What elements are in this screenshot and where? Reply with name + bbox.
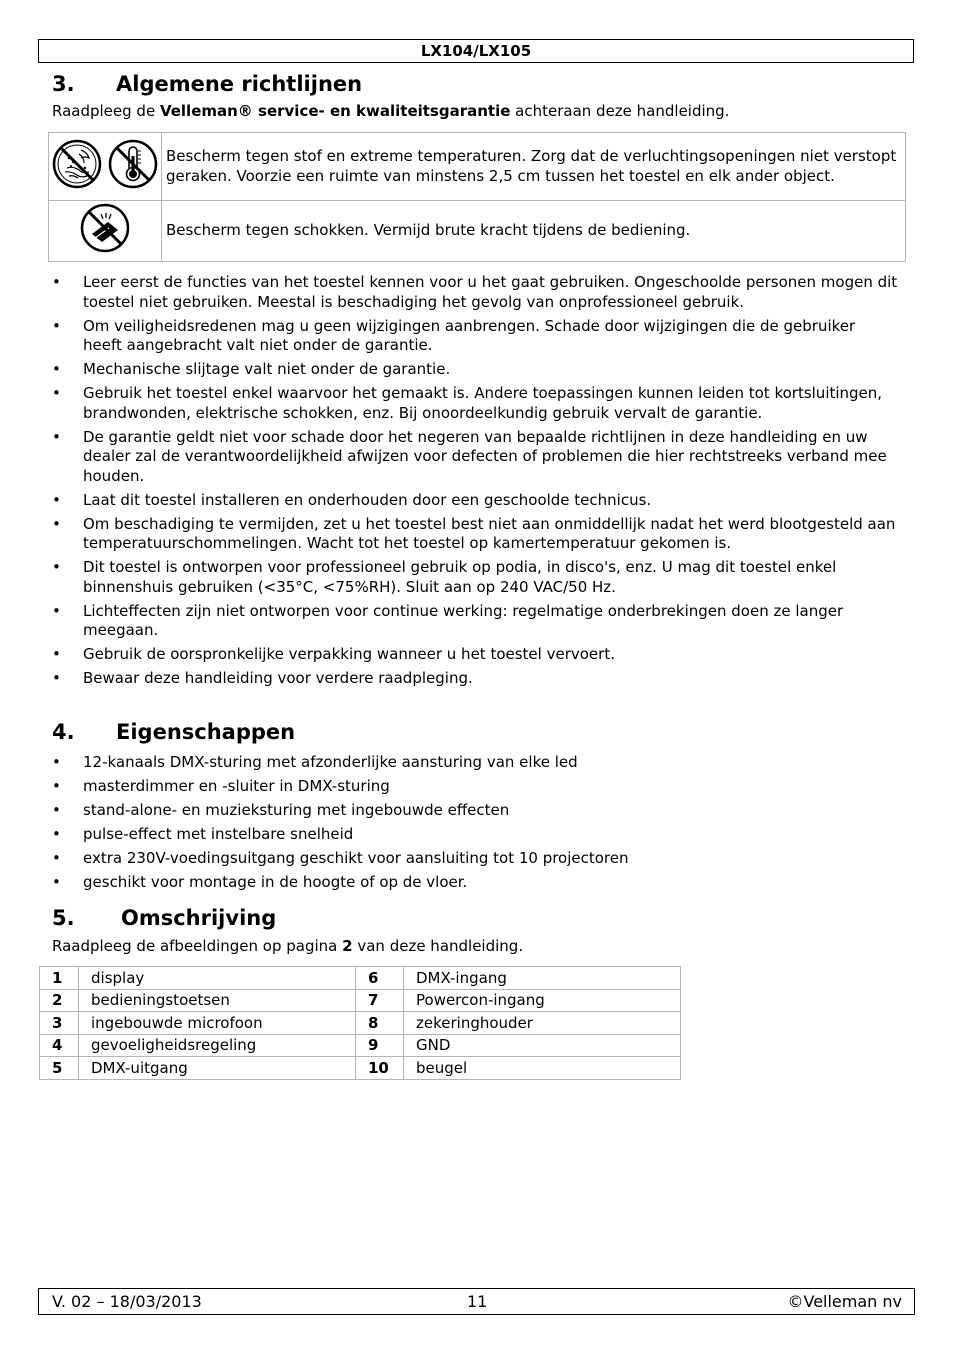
part-label: zekeringhouder <box>404 1012 681 1035</box>
intro-text: achteraan deze handleiding. <box>510 102 730 120</box>
intro-bold-text: Velleman® service- en kwaliteitsgarantie <box>159 102 511 120</box>
intro-bold-text: 2 <box>342 937 353 955</box>
list-item: • stand-alone- en muzieksturing met ingebouwde effecten <box>52 801 898 821</box>
section-number: 4. <box>52 720 75 744</box>
page-header <box>38 39 914 63</box>
list-item: • Laat dit toestel installeren en onderhouden door een geschoolde technicus. <box>52 491 898 511</box>
warning-text: Bescherm tegen stof en extreme temperaturen. Zorg dat de verluchtingsopeningen niet verstopt geraken. Voorzie een ruimte van minstens 2,5 cm tussen het toestel en elk ander object. <box>162 133 906 201</box>
section-title: Eigenschappen <box>116 720 296 744</box>
warning-icon-cell <box>49 133 162 201</box>
part-number: 3 <box>40 1012 79 1035</box>
list-item: • Dit toestel is ontworpen voor professioneel gebruik op podia, in disco's, enz. U mag dit toestel enkel binnenshuis gebruiken (<35°C, <75%RH). Sluit aan op 240 VAC/50 Hz. <box>52 558 898 597</box>
part-label: DMX-uitgang <box>79 1057 356 1080</box>
features-list <box>52 753 898 897</box>
no-dust-icon <box>51 138 103 196</box>
part-label: ingebouwde microfoon <box>79 1012 356 1035</box>
list-item: • De garantie geldt niet voor schade door het negeren van bepaalde richtlijnen in deze handleiding en uw dealer zal de verantwoordelijkheid afwijzen voor defecten of problemen die hier rechtstreeks verband mee houden. <box>52 428 898 487</box>
section-3-intro <box>52 102 729 122</box>
warning-table <box>48 132 906 262</box>
part-number: 6 <box>356 967 404 990</box>
table-row <box>40 1012 681 1035</box>
part-number: 7 <box>356 989 404 1012</box>
section-5-intro <box>52 937 523 957</box>
warning-row <box>49 201 906 262</box>
list-item: • Mechanische slijtage valt niet onder de garantie. <box>52 360 898 380</box>
no-shock-icon <box>79 202 131 260</box>
warning-row <box>49 133 906 201</box>
list-item: • extra 230V-voedingsuitgang geschikt voor aansluiting tot 10 projectoren <box>52 849 898 869</box>
footer-version: V. 02 – 18/03/2013 <box>52 1292 202 1311</box>
parts-table <box>39 966 681 1080</box>
part-number: 2 <box>40 989 79 1012</box>
part-label: gevoeligheidsregeling <box>79 1034 356 1057</box>
list-item: • 12-kanaals DMX-sturing met afzonderlijke aansturing van elke led <box>52 753 898 773</box>
section-4-heading <box>52 719 295 745</box>
part-number: 9 <box>356 1034 404 1057</box>
table-row <box>40 1057 681 1080</box>
list-item: • masterdimmer en -sluiter in DMX-sturing <box>52 777 898 797</box>
part-label: display <box>79 967 356 990</box>
warning-icon-cell <box>49 201 162 262</box>
section-5-heading <box>52 905 276 931</box>
section-3-heading <box>52 71 362 97</box>
part-number: 8 <box>356 1012 404 1035</box>
section-number: 5. <box>52 906 75 930</box>
warning-text: Bescherm tegen schokken. Vermijd brute kracht tijdens de bediening. <box>162 201 906 262</box>
page-number: 11 <box>467 1292 488 1311</box>
list-item: • Gebruik het toestel enkel waarvoor het gemaakt is. Andere toepassingen kunnen leiden tot kortsluitingen, brandwonden, elektrische schokken, enz. Bij onoordeelkundig gebruik vervalt de garantie. <box>52 384 898 423</box>
part-number: 4 <box>40 1034 79 1057</box>
part-label: GND <box>404 1034 681 1057</box>
table-row <box>40 989 681 1012</box>
list-item: • pulse-effect met instelbare snelheid <box>52 825 898 845</box>
section-title: Algemene richtlijnen <box>116 72 363 96</box>
section-number: 3. <box>52 72 75 96</box>
part-label: bedieningstoetsen <box>79 989 356 1012</box>
part-number: 1 <box>40 967 79 990</box>
model-name: LX104/LX105 <box>420 42 532 60</box>
part-label: DMX-ingang <box>404 967 681 990</box>
intro-text: Raadpleeg de afbeeldingen op pagina <box>52 937 343 955</box>
part-label: beugel <box>404 1057 681 1080</box>
section-title: Omschrijving <box>121 906 277 930</box>
part-number: 10 <box>356 1057 404 1080</box>
list-item: • geschikt voor montage in de hoogte of op de vloer. <box>52 873 898 893</box>
list-item: • Lichteffecten zijn niet ontworpen voor continue werking: regelmatige onderbrekingen doen ze langer meegaan. <box>52 602 898 641</box>
intro-text: van deze handleiding. <box>352 937 524 955</box>
part-label: Powercon-ingang <box>404 989 681 1012</box>
table-row <box>40 967 681 990</box>
intro-text: Raadpleeg de <box>52 102 160 120</box>
list-item: • Bewaar deze handleiding voor verdere raadpleging. <box>52 669 898 689</box>
no-temperature-icon <box>107 138 159 196</box>
page-footer <box>38 1288 915 1315</box>
table-row <box>40 1034 681 1057</box>
list-item: • Gebruik de oorspronkelijke verpakking wanneer u het toestel vervoert. <box>52 645 898 665</box>
guidelines-list <box>52 273 898 693</box>
part-number: 5 <box>40 1057 79 1080</box>
list-item: • Om veiligheidsredenen mag u geen wijzigingen aanbrengen. Schade door wijzigingen die de gebruiker heeft aangebracht valt niet onder de garantie. <box>52 317 898 356</box>
list-item: • Om beschadiging te vermijden, zet u het toestel best niet aan onmiddellijk nadat het werd blootgesteld aan temperatuurschommelingen. Wacht tot het toestel op kamertemperatuur gekomen is. <box>52 515 898 554</box>
footer-copyright: ©Velleman nv <box>787 1292 902 1311</box>
list-item: • Leer eerst de functies van het toestel kennen voor u het gaat gebruiken. Ongeschoolde personen mogen dit toestel niet gebruiken. Meestal is beschadiging het gevolg van onprofessioneel gebruik. <box>52 273 898 312</box>
